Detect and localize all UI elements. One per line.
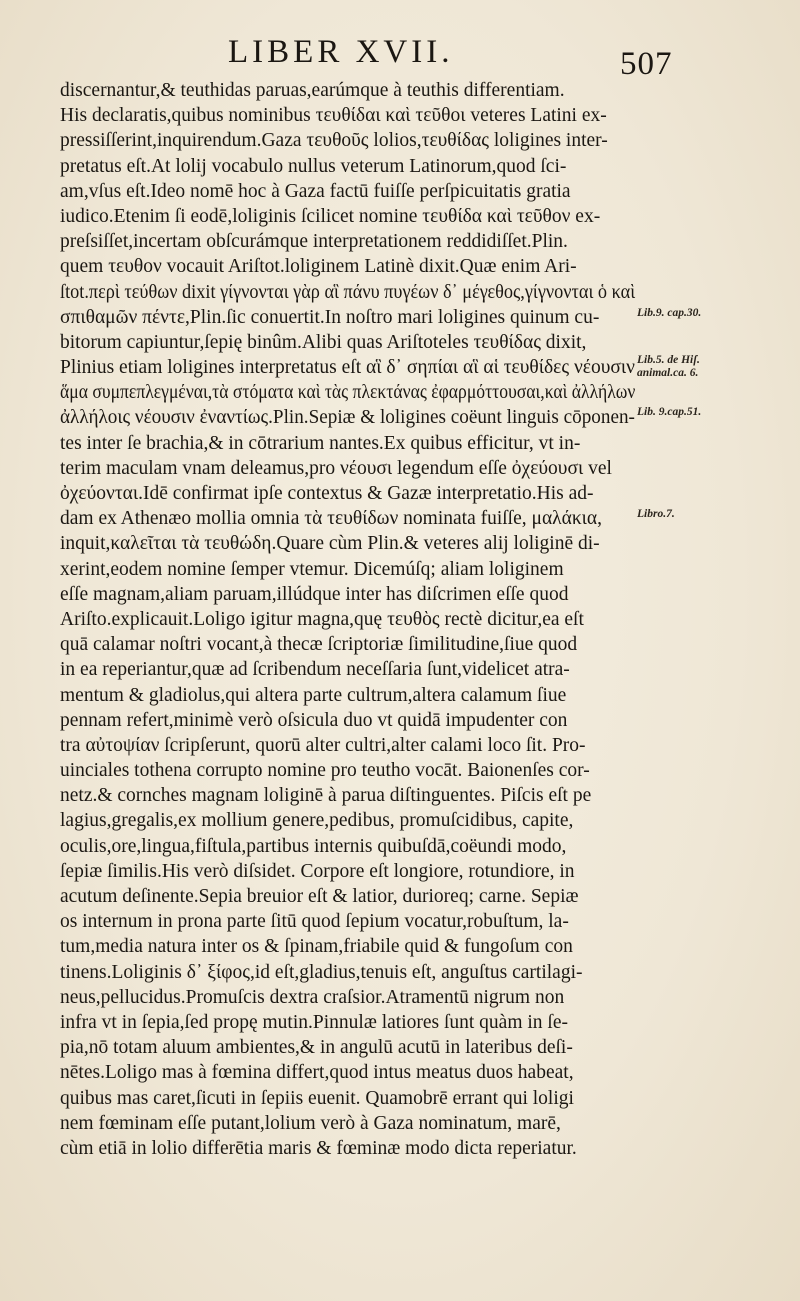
text-line: bitorum capiuntur,ſepię binûm.Alibi quas Ariſtoteles τευθίδας dixit, (60, 331, 587, 353)
text-line: σπιθαμῶν πέντε,Plin.ſic conuertit.In noſtro mari loligines quinum cu- (60, 306, 600, 328)
text-line (60, 1161, 635, 1186)
text-line: cùm etiā in lolio differētia maris & fœminæ modo dicta reperiatur. (60, 1137, 577, 1159)
text-line: pia,nō totam aluum ambientes,& in angulū acutū in lateribus deſi- (60, 1037, 573, 1059)
text-line: acutum deſinente.Sepia breuior eſt & latior, durioreq; carne. Sepiæ (60, 886, 579, 907)
text-line: tum,media natura inter os & ſpinam,friabile quid & fungoſum con (60, 936, 573, 958)
running-head: LIBER XVII. (228, 34, 454, 70)
text-line: Plinius etiam loligines interpretatus eſt αἳ δ᾽ σηπίαι αἳ αἱ τευθίδες νέουσιν (60, 357, 635, 379)
text-line: oculis,ore,lingua,fiſtula,partibus internis quibuſdā,coëundi modo, (60, 835, 567, 857)
text-line: discernantur,& teuthidas paruas,earúmque à teuthis differentiam. (60, 80, 565, 101)
text-line: dam ex Athenæo mollia omnia τὰ τευθίδων nominata fuiſſe, μαλάκια, (60, 508, 603, 530)
text-line: ἅμα συμπεπλεγμέναι,τὰ στόματα καὶ τὰς πλεκτάνας ἐφαρμόττουσαι,καὶ ἀλλήλων (60, 382, 636, 404)
text-line: pressiſſerint,inquirendum.Gaza τευθοῦς lolios,τευθίδας loligines inter- (60, 130, 608, 152)
margin-note: Libro.7. (637, 508, 675, 520)
text-line: am,vſus eſt.Ideo nomē hoc à Gaza factū fuiſſe perſpicuitatis gratia (60, 180, 571, 202)
text-line: ſepiæ ſimilis.His verò diſsidet. Corpore eſt longiore, rotundiore, in (60, 860, 575, 882)
text-line: preſsiſſet,incertam obſcurámque interpretationem reddidiſſet.Plin. (60, 231, 568, 253)
margin-note: animal.ca. 6. (637, 367, 699, 379)
text-line: tinens.Loliginis δ᾽ ξίφος,id eſt,gladius,tenuis eſt, anguſtus cartilagi- (60, 961, 583, 983)
text-line: in ea reperiantur,quæ ad ſcribendum neceſſaria ſunt,videlicet atra- (60, 659, 570, 681)
text-line: eſſe magnam,aliam paruam,illúdque inter has diſcrimen eſſe quod (60, 583, 569, 605)
margin-note: Lib.5. de Hiſ. (637, 354, 700, 366)
text-line: ἀλλήλοις νέουσιν ἐναντίως.Plin.Sepiæ & loligines coëunt linguis cōponen- (60, 407, 635, 429)
text-line: netz.& cornches magnam loliginē à parua diſtinguentes. Piſcis eſt pe (60, 785, 592, 807)
text-line: os internum in prona parte ſitū quod ſepium vocatur,robuſtum, la- (60, 911, 569, 933)
text-line: nem fœminam eſſe putant,lolium verò à Gaza nominatum, marē, (60, 1112, 561, 1134)
text-line: quibus mas caret,ſicuti in ſepiis euenit. Quamobrē errant qui loligi (60, 1087, 574, 1109)
text-line: ſtot.περὶ τεύθων dixit γίγνονται γὰρ αἳ πάνυ πυγέων δ᾽ μέγεθος,γίγνονται ὁ καὶ (60, 281, 636, 303)
text-line: lagius,gregalis,ex mollium genere,pedibus, promuſcidibus, capite, (60, 810, 574, 832)
text-line: tes inter ſe brachia,& in cōtrarium nantes.Ex quibus efficitur, vt in- (60, 432, 581, 454)
text-line: xerint,eodem nomine ſemper vtemur. Dicemúſq; aliam loliginem (60, 558, 564, 580)
text-line: Ariſto.explicauit.Loligo igitur magna,quę τευθὸς rectè dicitur,ea eſt (60, 608, 584, 630)
text-line: neus,pellucidus.Promuſcis dextra craſsior.Atramentū nigrum non (60, 986, 565, 1008)
text-line: infra vt in ſepia,ſed propę mutin.Pinnulæ latiores ſunt quàm in ſe- (60, 1011, 568, 1033)
text-line: quem τευθον vocauit Ariſtot.loliginem Latinè dixit.Quæ enim Ari- (60, 256, 577, 278)
text-line: terim maculam vnam deleamus,pro νέουσι legendum eſſe ὀχεύουσι vel (60, 457, 612, 479)
body-text (60, 78, 635, 1186)
text-line: tra αὐτοψίαν ſcripſerunt, quorū alter cultri,alter calami loco ſit. Pro- (60, 734, 586, 756)
text-line: pennam refert,minimè verò oſsicula duo vt quidā impudenter con (60, 709, 568, 731)
text-line: iudico.Etenim ſi eodē,loliginis ſcilicet nomine τευθίδα καὶ τεῦθον ex- (60, 205, 601, 227)
text-line: nētes.Loligo mas à fœmina differt,quod intus meatus duos habeat, (60, 1062, 574, 1084)
text-line: quā calamar noſtri vocant,à thecæ ſcriptoriæ ſimilitudine,ſiue quod (60, 634, 578, 656)
text-line: uinciales tothena corrupto nomine pro teutho vocāt. Baionenſes cor- (60, 760, 590, 782)
text-line: mentum & gladiolus,qui altera parte cultrum,altera calamum ſiue (60, 684, 567, 706)
text-line: inquit,καλεῖται τὰ τευθώδη.Quare cùm Plin.& veteres alij loliginē di- (60, 533, 600, 555)
text-line: pretatus eſt.At lolij vocabulo nullus veterum Latinorum,quod ſci- (60, 155, 567, 177)
margin-note: Lib.9. cap.30. (637, 307, 702, 319)
text-line: His declaratis,quibus nominibus τευθίδαι καὶ τεῦθοι veteres Latini ex- (60, 105, 607, 127)
text-line: ὀχεύονται.Idē confirmat ipſe contextus & Gazæ interpretatio.His ad- (60, 483, 594, 504)
margin-note: Lib. 9.cap.51. (637, 406, 702, 418)
page-number: 507 (620, 46, 673, 82)
